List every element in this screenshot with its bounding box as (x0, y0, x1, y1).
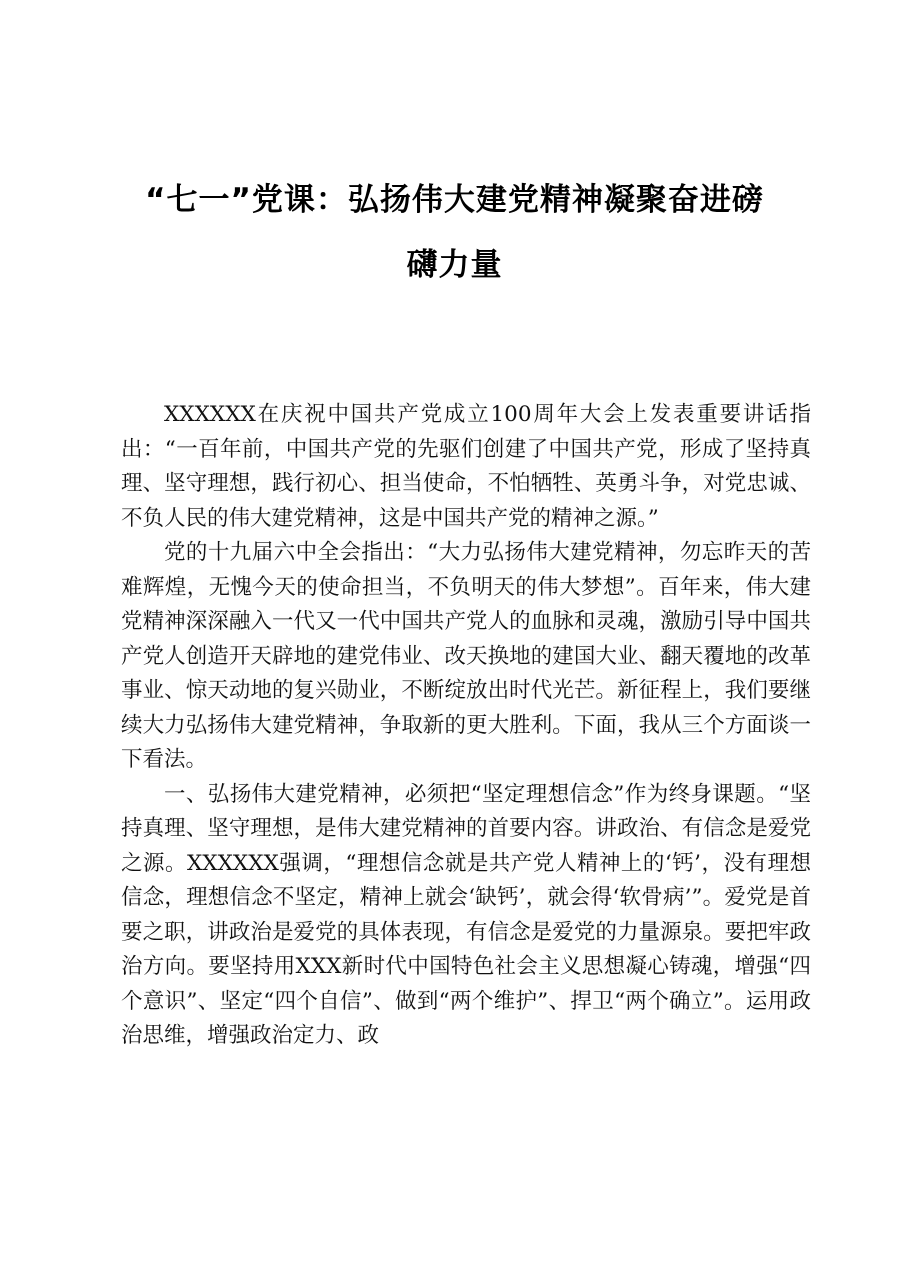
paragraph-2: 党的十九届六中全会指出：“大力弘扬伟大建党精神，勿忘昨天的苦难辉煌，无愧今天的使命担当，不负明天的伟大梦想”。百年来，伟大建党精神深深融入一代又一代中国共产党人的血脉和灵魂，激励引导中国共产党人创造开天辟地的建党伟业、改天换地的建国大业、翻天覆地的改革事业、惊天动地的复兴勋业，不断绽放出时代光芒。新征程上，我们要继续大力弘扬伟大建党精神，争取新的更大胜利。下面，我从三个方面谈一下看法。 (121, 540, 811, 772)
paragraph-3: 一、弘扬伟大建党精神，必须把“坚定理想信念”作为终身课题。“坚持真理、坚守理想，是伟大建党精神的首要内容。讲政治、有信念是爱党之源。XXXXXX强调，“理想信念就是共产党人精神上的‘钙’，没有理想信念，理想信念不坚定，精神上就会‘缺钙’，就会得‘软骨病’”。爱党是首要之职，讲政治是爱党的具体表现，有信念是爱党的力量源泉。要把牢政治方向。要坚持用XXX新时代中国特色社会主义思想凝心铸魂，增强“四个意识”、坚定“四个自信”、做到“两个维护”、捍卫“两个确立”。运用政治思维，增强政治定力、政 (121, 781, 811, 1048)
document-body (121, 398, 811, 1054)
paragraph-1: XXXXXX在庆祝中国共产党成立100周年大会上发表重要讲话指出：“一百年前，中国共产党的先驱们创建了中国共产党，形成了坚持真理、坚守理想，践行初心、担当使命，不怕牺牲、英勇斗争，对党忠诚、不负人民的伟大建党精神，这是中国共产党的精神之源。” (121, 402, 811, 531)
document-title-line-1: “七一”党课：弘扬伟大建党精神凝聚奋进磅 (145, 182, 764, 218)
document-title-line-2: 礴力量 (406, 247, 503, 283)
